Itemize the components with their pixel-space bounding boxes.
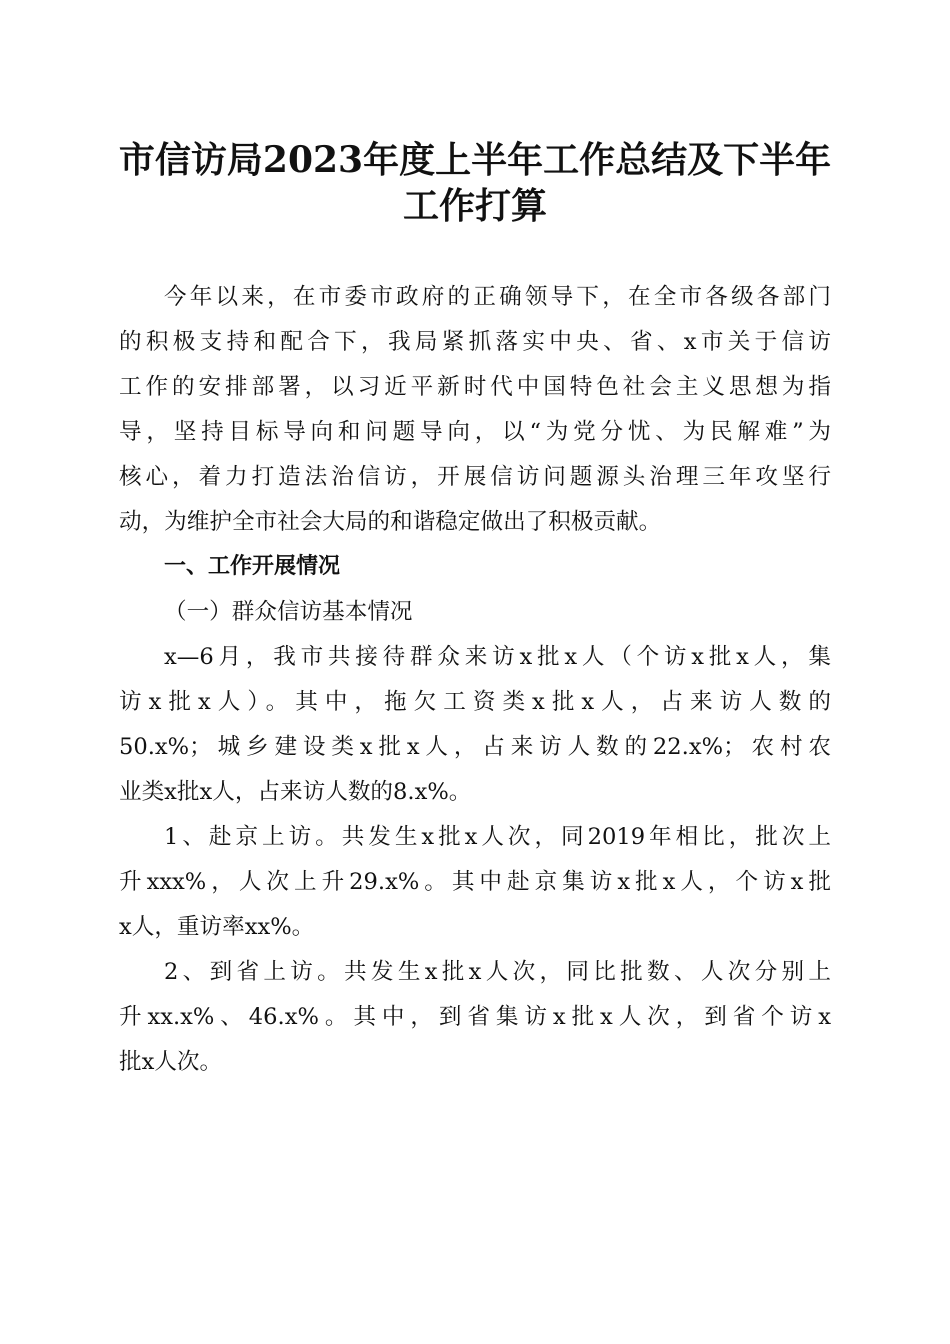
intro-line-4: 导，坚持目标导向和问题导向，以“为党分忧、为民解难”为 (119, 419, 831, 445)
beijing-line-2: 升xxx%，人次上升29.x%。其中赴京集访x批x人，个访x批 (119, 869, 831, 895)
intro-line-2: 的积极支持和配合下，我局紧抓落实中央、省、x市关于信访 (119, 329, 831, 355)
intro-line-1: 今年以来，在市委市政府的正确领导下，在全市各级各部门 (164, 284, 831, 310)
province-line-3: 批x人次。 (119, 1049, 223, 1075)
intro-line-5: 核心，着力打造法治信访，开展信访问题源头治理三年攻坚行 (119, 464, 831, 490)
visits-line-2: 访x批x人）。其中，拖欠工资类x批x人，占来访人数的 (119, 689, 831, 715)
beijing-line-1: 1、赴京上访。共发生x批x人次，同2019年相比，批次上 (164, 824, 831, 850)
intro-line-6: 动，为维护全市社会大局的和谐稳定做出了积极贡献。 (119, 509, 662, 535)
section-heading-1: 一、工作开展情况 (164, 554, 341, 579)
province-line-1: 2、到省上访。共发生x批x人次，同比批数、人次分别上 (164, 959, 831, 985)
visits-line-3: 50.x%；城乡建设类x批x人，占来访人数的22.x%；农村农 (119, 734, 831, 760)
visits-line-1: x—6月，我市共接待群众来访x批x人（个访x批x人，集 (164, 644, 831, 670)
beijing-line-3: x人，重访率xx%。 (119, 914, 315, 940)
document-title-line-1: 市信访局2023年度上半年工作总结及下半年 (118, 139, 832, 181)
intro-line-3: 工作的安排部署，以习近平新时代中国特色社会主义思想为指 (119, 374, 831, 400)
province-line-2: 升xx.x%、46.x%。其中，到省集访x批x人次，到省个访x (119, 1004, 831, 1030)
document-title-line-2: 工作打算 (402, 185, 547, 227)
visits-line-4: 业类x批x人，占来访人数的8.x%。 (119, 779, 472, 805)
subsection-heading-1: （一）群众信访基本情况 (164, 599, 413, 625)
